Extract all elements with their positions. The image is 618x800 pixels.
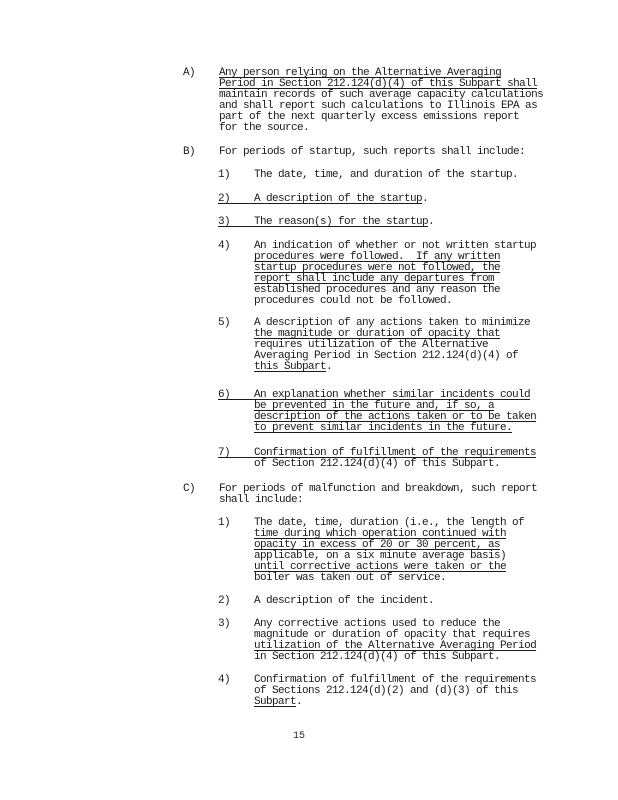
text-segment: [218, 696, 254, 708]
text-segment: of Section 212.124(d)(4) of this Subpart.: [218, 458, 501, 470]
underlined-text-segment: to prevent similar incidents in the future.: [254, 422, 513, 434]
text-line: [218, 217, 434, 228]
underlined-text-segment: 3) The reason(s) for the startup: [218, 216, 429, 228]
text-segment: boiler was taken out of service.: [218, 572, 447, 584]
underlined-text-segment: Subpart: [254, 696, 297, 708]
item-b6: [218, 390, 536, 434]
underlined-text-segment: this Subpart: [254, 361, 327, 373]
section-a: [183, 68, 543, 134]
text-segment: in Section 212.124(d)(4) of this Subpart.: [218, 651, 501, 663]
text-line: [218, 596, 434, 607]
section-b-heading: [183, 147, 525, 158]
text-segment: C) For periods of malfunction and breakdown, such report: [183, 483, 538, 495]
underlined-text-segment: description of the actions taken or to be taken: [254, 411, 537, 423]
underlined-text-segment: Any person relying on the Alternative Averaging: [219, 67, 502, 79]
text-segment: maintain records of such average capacity calculations: [183, 89, 544, 101]
text-line: [218, 652, 536, 663]
text-line: [218, 362, 530, 373]
text-segment: 1) The date, time, duration (i.e., the length of: [218, 517, 525, 529]
text-segment: Averaging Period in Section 212.124(d)(4) of: [218, 350, 519, 362]
item-b2: [218, 194, 428, 205]
underlined-text-segment: until corrective actions were taken or the: [254, 561, 507, 573]
item-b1: [218, 170, 518, 181]
underlined-text-segment: utilization of the Alternative Averaging Period: [254, 640, 537, 652]
underlined-text-segment: Period in Section 212.124(d)(4) of this Subpart shall: [219, 78, 538, 90]
page-number: 15: [293, 731, 306, 742]
underlined-text-segment: 6) An explanation whether similar incidents could: [218, 389, 531, 401]
item-c3: [218, 619, 536, 663]
text-segment: part of the next quarterly excess emissions report: [183, 111, 520, 123]
text-line: [218, 194, 428, 205]
item-b4: [218, 241, 536, 307]
item-c4: [218, 675, 536, 708]
text-segment: 5) A description of any actions taken to minimize: [218, 317, 531, 329]
item-b5: [218, 318, 530, 373]
item-b3: [218, 217, 434, 228]
text-segment: .: [428, 216, 435, 228]
text-segment: [218, 361, 254, 373]
text-segment: .: [326, 361, 333, 373]
item-c1: [218, 518, 524, 584]
text-segment: A): [183, 67, 220, 79]
underlined-text-segment: time during which operation continued with: [254, 528, 507, 540]
text-segment: 2) A description of the incident.: [218, 595, 435, 607]
text-segment: shall include:: [183, 494, 304, 506]
item-c2: [218, 596, 434, 607]
underlined-text-segment: 2) A description of the startup: [218, 193, 423, 205]
text-line: [218, 170, 518, 181]
text-segment: 4) An indication of whether or not written startup: [218, 240, 537, 252]
text-segment: of Sections 212.124(d)(2) and (d)(3) of this: [218, 685, 519, 697]
text-line: [218, 423, 536, 434]
text-segment: established procedures and any reason the: [218, 284, 501, 296]
underlined-text-segment: be prevented in the future and, if so, a: [254, 400, 495, 412]
text-segment: 1) The date, time, and duration of the startup.: [218, 169, 519, 181]
section-c-heading: [183, 484, 537, 506]
text-line: [218, 697, 536, 708]
text-segment: B) For periods of startup, such reports shall include:: [183, 146, 526, 158]
underlined-text-segment: procedures were followed. If any written: [254, 251, 501, 263]
text-segment: [218, 422, 254, 434]
underlined-text-segment: report shall include any departures from: [254, 273, 495, 285]
text-segment: applicable, on a six minute average basis): [218, 550, 507, 562]
underlined-text-segment: startup procedures were not followed, the: [254, 262, 501, 274]
text-segment: .: [296, 696, 303, 708]
text-line: [183, 495, 537, 506]
item-b7: [218, 448, 536, 470]
text-line: [183, 147, 525, 158]
underlined-text-segment: the magnitude or duration of opacity that: [254, 328, 501, 340]
text-line: [218, 573, 524, 584]
text-segment: requires utilization of the Alternative: [218, 339, 489, 351]
underlined-text-segment: 7) Confirmation of fulfillment of the requirements: [218, 447, 537, 459]
text-line: [218, 459, 536, 470]
text-segment: 3) Any corrective actions used to reduce the: [218, 618, 501, 630]
text-line: [183, 123, 543, 134]
text-segment: .: [422, 193, 429, 205]
text-segment: procedures could not be followed.: [218, 295, 453, 307]
underlined-text-segment: opacity in excess of 20 or 30 percent, as: [254, 539, 501, 551]
text-line: [218, 296, 536, 307]
text-segment: magnitude or duration of opacity that requires: [218, 629, 531, 641]
text-segment: and shall report such calculations to Illinois EPA as: [183, 100, 538, 112]
text-segment: 4) Confirmation of fulfillment of the requirements: [218, 674, 537, 686]
text-segment: for the source.: [183, 122, 310, 134]
